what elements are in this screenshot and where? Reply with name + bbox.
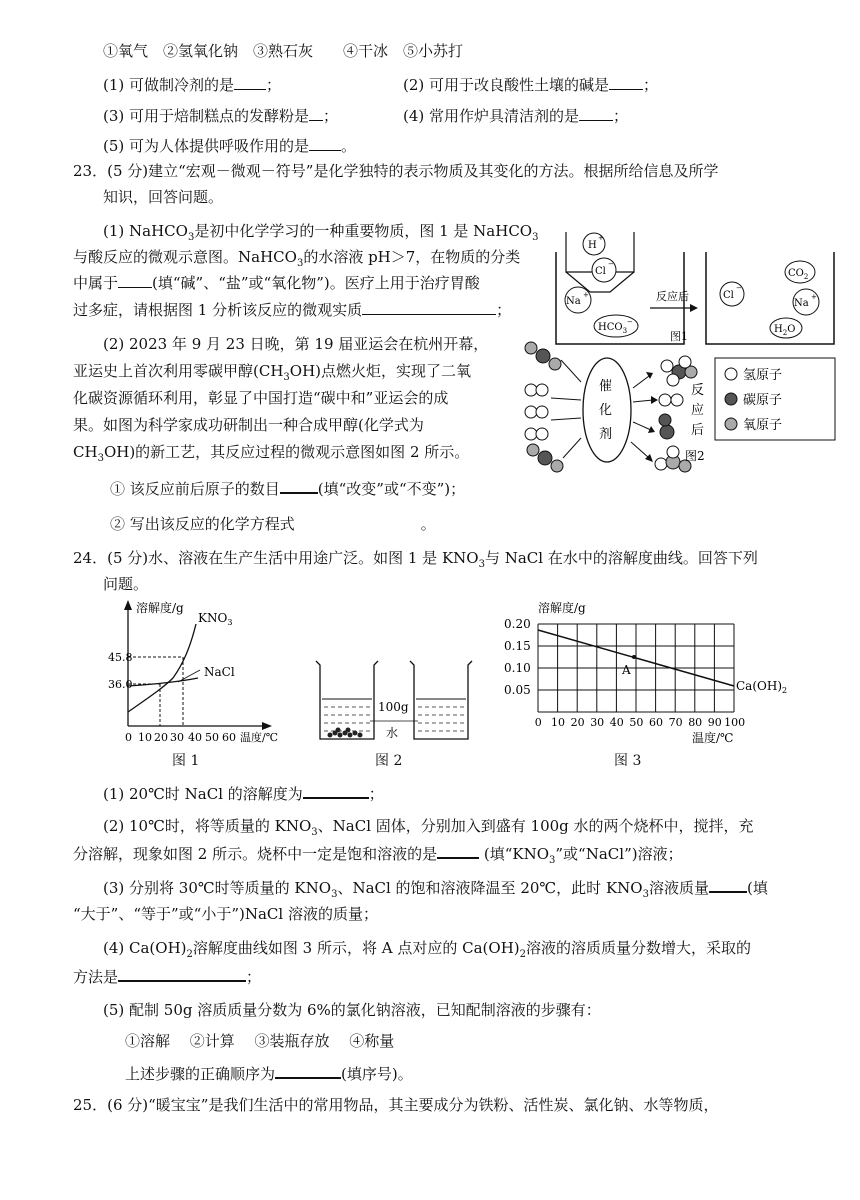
q24-s3-line1: (3) 分别将 30℃时等质量的 $KNO_3$、NaCl 的饱和溶液降温至 20℃，此时 $KNO_3$溶液质量 (填 (103, 876, 768, 899)
ion-h-charge: + (598, 234, 604, 242)
legend-h: 氢原子 (743, 368, 783, 383)
kno3-label: $KNO_3$ (198, 611, 233, 627)
q24-s1: (1) 20℃时 NaCl 的溶解度为 ； (103, 782, 384, 805)
fig3-ytick-005: 0.05 (504, 683, 531, 697)
q24-s5-steps: ①溶解 ②计算 ③装瓶存放 ④称量 (125, 1032, 395, 1050)
q23-p2-line3: 化碳资源循环利用，彰显了中国打造“碳中和”亚运会的成 (73, 389, 449, 407)
nacl-label: NaCl (204, 665, 235, 679)
fig1-ylabel: 溶解度/g (136, 601, 184, 615)
q23-p2-line4: 果。如图为科学家成功研制出一种合成甲醇(化学式为 (73, 416, 424, 434)
q23-p1-line4: 过多症，请根据图 1 分析该反应的微观实质 ； (73, 301, 512, 319)
fig3-xlabel: 温度/℃ (692, 731, 734, 745)
q23-sub2: ② 写出该反应的化学方程式 。 (110, 515, 436, 533)
ion-h-left: H (588, 240, 597, 251)
q23-p1-line3: 中属于 (填“碱”、“盐”或“氧化物”)。医疗上用于治疗胃酸 (73, 274, 480, 292)
legend-c-icon (725, 393, 737, 405)
product-2 (659, 414, 674, 439)
q22-item-4: (4) 常用作炉具清洁剂的是 ； (403, 107, 629, 125)
reactant-co2-2 (527, 444, 563, 472)
q23-p1-line1: (1) NaHCO$_3$是初中化学学习的一种重要物质，图 1 是 NaHCO$_3$ (103, 222, 539, 243)
q23-sub1: ① 该反应前后原子的数目 (填“改变”或“不变”)； (110, 477, 465, 500)
q22-item-3: (3) 可用于焙制糕点的发酵粉是 ； (103, 107, 339, 125)
reactant-co2-1 (525, 342, 561, 370)
legend-o-icon (725, 418, 737, 430)
fig3-ytick-010: 0.10 (504, 661, 531, 675)
mol-h2o: $H_2O$ (774, 324, 796, 337)
fig2-after-1: 反 (691, 383, 705, 398)
q22-item-5: (5) 可为人体提供呼吸作用的是 。 (103, 137, 357, 155)
q24-s3-line2: “大于”、“等于”或“小于”)NaCl 溶液的质量； (73, 905, 378, 923)
mol-co2: $CO_2$ (788, 268, 809, 281)
q24-heading: 24．(5 分)水、溶液在生产生活中用途广泛。如图 1 是 $KNO_3$与 NaCl 在水中的溶解度曲线。回答下列 (73, 549, 758, 570)
q23-p2-line2: 亚运史上首次利用零碳甲醇$(CH_3OH)$点燃火炬，实现了二氧 (73, 362, 472, 383)
fig1-ytick-36: 36.0 (108, 678, 133, 691)
kno3-curve (128, 624, 196, 712)
ion-na-right-charge: + (811, 293, 817, 301)
fig1-ytick-45: 45.8 (108, 651, 133, 664)
fig2-after-2: 应 (691, 403, 705, 418)
q24-s5-line3: 上述步骤的正确顺序为 (填序号)。 (125, 1062, 413, 1085)
fig3-xtick: 20 (570, 716, 585, 729)
fig3-xtick: 50 (629, 716, 644, 729)
caoh2-label: $Ca(OH)_2$ (736, 679, 788, 695)
product-c (659, 394, 683, 406)
fig3-ylabel: 溶解度/g (538, 601, 586, 615)
fig3-xtick: 70 (668, 716, 683, 729)
q23-p1-line2: 与酸反应的微观示意图。NaHCO$_3$的水溶液 pH＞7，在物质的分类 (73, 248, 521, 269)
fig3-xtick: 60 (649, 716, 663, 729)
legend-h-icon (725, 368, 737, 380)
ion-cl-left: Cl (595, 266, 606, 277)
q24-fig2-caption: 图 2 (375, 753, 403, 769)
ion-cl-charge: − (608, 260, 614, 268)
fig1-xtick-50: 50 (205, 731, 219, 744)
catalyst-char-2: 化 (599, 403, 613, 418)
fig2-label-100g: 100g (378, 700, 409, 714)
fig3-xtick: 30 (590, 716, 605, 729)
q24-s2-line1: (2) 10℃时，将等质量的 $KNO_3$、NaCl 固体，分别加入到盛有 100g 水的两个烧杯中，搅拌，充 (103, 817, 754, 838)
q24-fig3-caption: 图 3 (614, 753, 642, 769)
fig1-xtick-10: 10 (138, 731, 152, 744)
q24-s4-line2: 方法是 ； (73, 965, 261, 988)
fig3-xtick: 0 (534, 716, 542, 729)
fig1-xlabel: 温度/℃ (240, 731, 279, 744)
ion-cl-right-charge: − (736, 284, 742, 292)
reactant-h2-3 (525, 428, 548, 440)
ion-hco3: $HCO_3^-$ (598, 318, 633, 335)
nacl-curve (128, 678, 198, 686)
undissolved-solid (328, 728, 363, 738)
fig3-ytick-015: 0.15 (504, 639, 531, 653)
q22-item-1: (1) 可做制冷剂的是 ； (103, 76, 282, 94)
q23-figure-2 (515, 338, 845, 478)
fig3-xtick: 40 (609, 716, 624, 729)
q24-s2-line2: 分溶解，现象如图 2 所示。烧杯中一定是饱和溶液的是 (填“$KNO_3$”或“NaCl”)溶液； (73, 842, 683, 865)
catalyst-char-3: 剂 (599, 427, 613, 442)
q24-figure-3 (500, 598, 800, 750)
ion-cl-right: Cl (723, 290, 734, 301)
q23-heading-2: 知识，回答问题。 (103, 188, 224, 206)
point-a-label: A (622, 663, 631, 677)
q23-p2-line1: (2) 2023 年 9 月 23 日晚，第 19 届亚运会在杭州开幕， (103, 335, 489, 353)
q24-figure-2 (310, 655, 480, 747)
ion-na-charge: + (583, 291, 589, 299)
fig1-xtick-30: 30 (170, 731, 184, 744)
q24-s5-line1: (5) 配制 50g 溶质质量分数为 6%的氯化钠溶液，已知配制溶液的步骤有： (103, 1001, 601, 1019)
fig2-after-3: 后 (691, 423, 705, 438)
fig2-label-water: 水 (386, 726, 399, 740)
q25-heading: 25．(6 分)“暖宝宝”是我们生活中的常用物品，其主要成分为铁粉、活性炭、氯化钠、水等物质， (73, 1096, 719, 1114)
reactant-h2-2 (525, 406, 548, 418)
q22-options: ①氧气 ②氢氧化钠 ③熟石灰 ④干冰 ⑤小苏打 (103, 42, 464, 60)
legend-o: 氧原子 (743, 418, 783, 433)
fig3-xtick: 80 (688, 716, 703, 729)
q23-figure-1 (550, 212, 840, 350)
ion-na-left: Na (566, 296, 581, 307)
fig1-caption: 图1 (670, 330, 688, 343)
fig3-xtick: 90 (707, 716, 722, 729)
fig3-xtick: 10 (551, 716, 565, 729)
q23-p2-line5: $CH_3OH$)的新工艺，其反应过程的微观示意图如图 2 所示。 (73, 443, 470, 464)
product-ch3oh-1 (661, 356, 697, 386)
q23-heading: 23．(5 分)建立“宏观－微观－符号”是化学独特的表示物质及其变化的方法。根据所给信息及所学 (73, 162, 719, 180)
fig1-xtick-40: 40 (188, 731, 202, 744)
catalyst-char-1: 催 (599, 379, 613, 394)
fig1-xtick-60: 60 (222, 731, 236, 744)
q22-item-2: (2) 可用于改良酸性土壤的碱是 ； (403, 76, 659, 94)
fig1-xtick-0: 0 (125, 731, 132, 744)
point-a (632, 655, 636, 659)
legend-c: 碳原子 (743, 393, 783, 408)
reactant-h2-1 (525, 384, 548, 396)
fig2-caption: 图2 (685, 449, 705, 463)
ion-na-right: Na (794, 298, 809, 309)
fig1-arrow-label: 反应后 (656, 290, 689, 303)
fig3-xtick: 100 (724, 716, 746, 729)
q24-figure-1 (108, 598, 298, 746)
fig1-xtick-20: 20 (154, 731, 168, 744)
q24-s4-line1: (4) $Ca(OH)_2$溶解度曲线如图 3 所示，将 A 点对应的 $Ca(OH)_2$溶液的溶质质量分数增大，采取的 (103, 939, 752, 960)
q24-heading-2: 问题。 (103, 575, 149, 593)
fig3-ytick-020: 0.20 (504, 617, 531, 631)
q24-fig1-caption: 图 1 (172, 753, 200, 769)
